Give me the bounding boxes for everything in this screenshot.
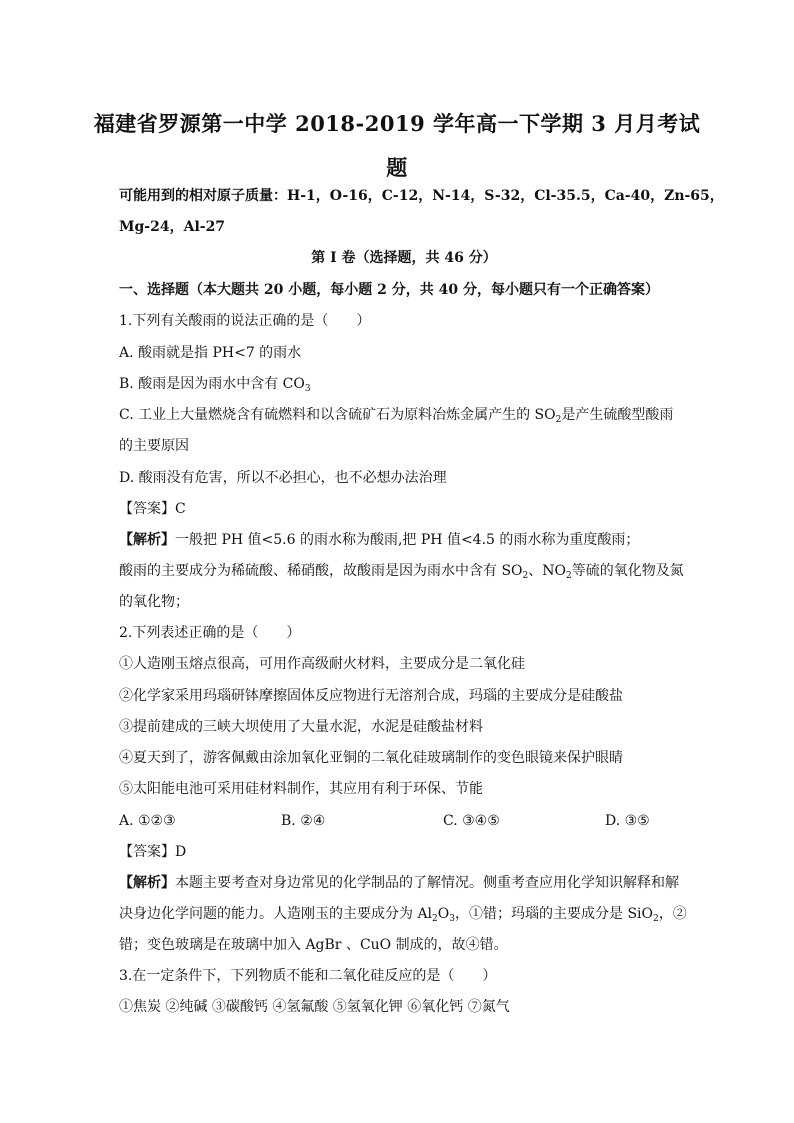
question-1-option-b: B. 酸雨是因为雨水中含有 $CO_3$ [119, 376, 311, 394]
question-2-item-2: ②化学家采用玛瑙研钵摩擦固体反应物进行无溶剂合成，玛瑙的主要成分是硅酸盐 [119, 688, 623, 704]
question-3-items: ①焦炭 ②纯碱 ③碳酸钙 ④氢氟酸 ⑤氢氧化钾 ⑥氧化钙 ⑦氮气 [119, 999, 510, 1015]
question-2-answer: 【答案】D [119, 844, 187, 860]
title-line-2: 题 [386, 155, 408, 180]
question-1-analysis-3: 的氧化物； [119, 594, 189, 610]
title-line-1: 福建省罗源第一中学 2018-2019 学年高一下学期 3 月月考试 [93, 111, 701, 136]
question-2-analysis-1: 【解析】本题主要考查对身边常见的化学制品的了解情况。侧重考查应用化学知识解释和解 [119, 875, 679, 891]
atomic-mass-line-2: Mg-24，Al-27 [119, 219, 226, 235]
question-1-option-c: C. 工业上大量燃烧含有硫燃料和以含硫矿石为原料冶炼金属产生的 $SO_2$是产生硫酸型酸雨 [119, 407, 674, 425]
question-3-stem: 3.在一定条件下，下列物质不能和二氧化硅反应的是（ ） [119, 968, 497, 984]
question-2-option-a: A. ①②③ [119, 813, 176, 829]
question-2-analysis-3: 错；变色玻璃是在玻璃中加入 AgBr 、CuO 制成的，故④错。 [119, 937, 508, 953]
question-2-item-1: ①人造刚玉熔点很高，可用作高级耐火材料，主要成分是二氧化硅 [119, 656, 525, 672]
question-2-options [119, 811, 689, 831]
part-heading: 一、选择题（本大题共 20 小题，每小题 2 分，共 40 分，每小题只有一个正确答案） [119, 282, 659, 298]
question-2-option-c: C. ③④⑤ [443, 813, 500, 829]
question-1-option-a: A. 酸雨就是指 PH<7 的雨水 [119, 345, 302, 361]
question-1-analysis-2: 酸雨的主要成分为稀硫酸、稀硝酸，故酸雨是因为雨水中含有 $SO_2$、$NO_2$等硫的氧化物及氮 [119, 563, 684, 581]
question-2-item-4: ④夏天到了，游客佩戴由涂加氧化亚铜的二氧化硅玻璃制作的变色眼镜来保护眼睛 [119, 750, 623, 766]
question-1-answer: 【答案】C [119, 501, 186, 517]
atomic-mass-line-1: 可能用到的相对原子质量：H-1，O-16，C-12，N-14，S-32，Cl-35.5，Ca-40，Zn-65， [119, 188, 724, 204]
question-2-stem: 2.下列表述正确的是（ ） [119, 625, 301, 641]
question-1-stem: 1.下列有关酸雨的说法正确的是（ ） [119, 313, 371, 329]
page-title [80, 102, 714, 190]
question-2-option-d: D. ③⑤ [605, 813, 650, 829]
question-1-option-c-cont: 的主要原因 [119, 438, 189, 454]
question-1-option-d: D. 酸雨没有危害，所以不必担心，也不必想办法治理 [119, 470, 447, 486]
question-1-analysis-1: 【解析】一般把 PH 值<5.6 的雨水称为酸雨,把 PH 值<4.5 的雨水称为重度酸雨； [119, 532, 640, 548]
question-2-option-b: B. ②④ [281, 813, 326, 829]
question-2-analysis-2: 决身边化学问题的能力。人造刚玉的主要成分为 $Al_2O_3$，①错；玛瑙的主要成分是 SiO$_2$，② [119, 906, 687, 924]
section-title: 第 I 卷（选择题，共 46 分） [311, 250, 497, 266]
question-2-item-3: ③提前建成的三峡大坝使用了大量水泥，水泥是硅酸盐材料 [119, 719, 483, 735]
question-2-item-5: ⑤太阳能电池可采用硅材料制作，其应用有利于环保、节能 [119, 781, 483, 797]
